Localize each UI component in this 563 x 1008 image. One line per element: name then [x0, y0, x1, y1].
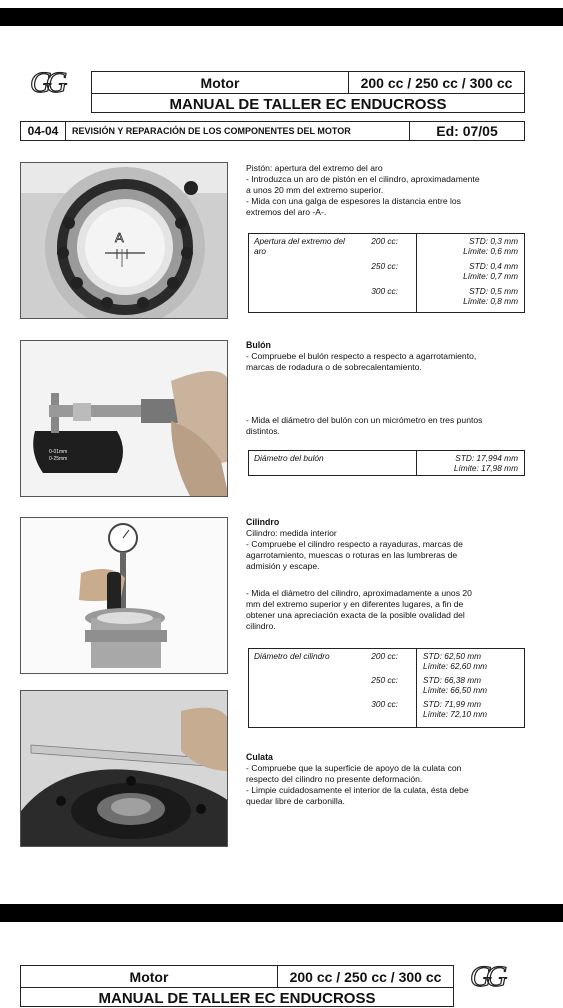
- bulon-line: - Compruebe el bulón respecto a respecto a agarrotamiento,: [246, 351, 477, 361]
- spec-values: [416, 234, 524, 312]
- cc-200: 200 cc:: [371, 236, 398, 246]
- cilindro-text: [246, 517, 531, 572]
- header-displacements: 200 cc / 250 cc / 300 cc: [360, 74, 513, 91]
- piston-line: a unos 20 mm del extremo superior.: [246, 185, 384, 195]
- cilindro-spec-table: [248, 648, 525, 728]
- std-value: STD: 0,5 mm: [469, 286, 518, 296]
- bulon-spec-table: [248, 450, 525, 476]
- bulon-line: - Mida el diámetro del bulón con un micrómetro en tres puntos: [246, 415, 483, 425]
- cylinder-gauge-photo: [20, 517, 228, 674]
- bulon-title: Bulón: [246, 340, 271, 350]
- culata-line: respecto del cilindro no presente deformación.: [246, 774, 423, 784]
- piston-line: - Mida con una galga de espesores la distancia entre los: [246, 196, 461, 206]
- cilindro-line: - Compruebe el cilindro respecto a rayaduras, marcas de: [246, 539, 463, 549]
- section-code: 04-04: [21, 122, 66, 140]
- cilindro-line: - Mida el diámetro del cilindro, aproximadamente a unos 20: [246, 588, 472, 598]
- spec-label: Diámetro del cilindro: [254, 651, 330, 661]
- limit-value: Límite: 0,6 mm: [463, 246, 518, 256]
- std-value: STD: 62,50 mm: [423, 651, 482, 661]
- bulon-text: [246, 340, 531, 373]
- std-value: STD: 71,99 mm: [423, 699, 482, 709]
- cylinder-head-photo: [20, 690, 228, 847]
- cilindro-line: cilindro.: [246, 621, 276, 631]
- cc-250: 250 cc:: [371, 261, 398, 271]
- header-title: Motor: [21, 966, 278, 987]
- piston-heading: Pistón: apertura del extremo del aro: [246, 163, 383, 173]
- std-value: STD: 17,994 mm: [455, 453, 518, 463]
- culata-line: - Limpie cuidadosamente el interior de la culata, ésta debe: [246, 785, 469, 795]
- piston-ring-photo: [20, 162, 228, 319]
- limit-value: Límite: 0,7 mm: [463, 271, 518, 281]
- manual-title: MANUAL DE TALLER EC ENDUCROSS: [98, 989, 376, 1007]
- limit-value: Límite: 66,50 mm: [423, 685, 488, 695]
- edition: Ed: 07/05: [436, 123, 498, 139]
- micrometer-photo: [20, 340, 228, 497]
- micrometer-scale-1: 0-01mm: [49, 449, 68, 455]
- culata-line: quedar libre de carbonilla.: [246, 796, 345, 806]
- limit-value: Límite: 17,98 mm: [453, 463, 518, 473]
- piston-text: [246, 163, 531, 218]
- page-separator-bar: [0, 904, 563, 922]
- label-a: A: [115, 230, 124, 245]
- cc-300: 300 cc:: [371, 699, 398, 709]
- culata-line: - Compruebe que la superficie de apoyo de la culata con: [246, 763, 462, 773]
- cilindro-subtitle: Cilindro: medida interior: [246, 528, 337, 538]
- gg-logo: GG: [30, 66, 62, 99]
- std-value: STD: 0,3 mm: [469, 236, 518, 246]
- micrometer-scale-2: 0-25mm: [49, 456, 68, 462]
- piston-line: - Introduzca un aro de pistón en el cilindro, aproximadamente: [246, 174, 480, 184]
- spec-values: [416, 649, 524, 727]
- cilindro-text-2: [246, 588, 531, 632]
- spec-label: Diámetro del bulón: [254, 453, 324, 463]
- bulon-text-2: [246, 415, 531, 437]
- top-bar: [0, 8, 563, 26]
- cilindro-line: admisión y escape.: [246, 561, 320, 571]
- cilindro-line: agarrotamiento, muescas o roturas en las lumbreras de: [246, 550, 458, 560]
- section-bar: [20, 121, 525, 141]
- std-value: STD: 0,4 mm: [469, 261, 518, 271]
- limit-value: Límite: 0,8 mm: [463, 296, 518, 306]
- culata-text: [246, 752, 531, 807]
- cilindro-line: mm del extremo superior y en diferentes lugares, a fin de: [246, 599, 464, 609]
- culata-title: Culata: [246, 752, 273, 762]
- piston-line: extremos del aro -A-.: [246, 207, 327, 217]
- cc-300: 300 cc:: [371, 286, 398, 296]
- piston-spec-table: [248, 233, 525, 313]
- bulon-line: marcas de rodadura o de sobrecalentamiento.: [246, 362, 422, 372]
- spec-label: Apertura del extremo del aro: [254, 236, 345, 256]
- next-page-header: [20, 965, 454, 1007]
- cc-250: 250 cc:: [371, 675, 398, 685]
- cilindro-title: Cilindro: [246, 517, 280, 527]
- header-displacements: 200 cc / 250 cc / 300 cc: [289, 968, 442, 985]
- std-value: STD: 66,38 mm: [423, 675, 482, 685]
- limit-value: Límite: 62,60 mm: [423, 661, 488, 671]
- section-title: REVISIÓN Y REPARACIÓN DE LOS COMPONENTES DEL MOTOR: [66, 122, 410, 140]
- limit-value: Límite: 72,10 mm: [423, 709, 488, 719]
- spec-values: [416, 451, 524, 475]
- cilindro-line: obtener una apreciación exacta de la posible ovalidad del: [246, 610, 465, 620]
- header-title: Motor: [92, 72, 349, 93]
- manual-title: MANUAL DE TALLER EC ENDUCROSS: [169, 95, 447, 113]
- page-header: [91, 71, 525, 113]
- bulon-line: distintos.: [246, 426, 280, 436]
- cc-200: 200 cc:: [371, 651, 398, 661]
- gg-logo: GG: [470, 960, 502, 993]
